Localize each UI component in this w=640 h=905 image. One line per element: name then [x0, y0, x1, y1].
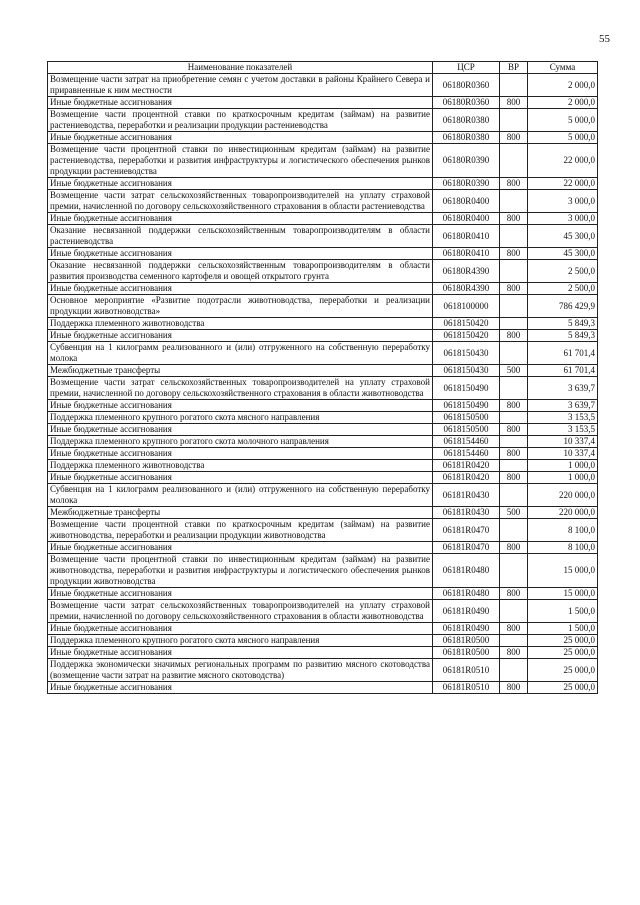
table-row	[48, 623, 598, 635]
cell-sum: 3 000,0	[528, 190, 598, 213]
cell-sum: 220 000,0	[528, 484, 598, 507]
table-row	[48, 448, 598, 460]
cell-csr: 06180R0380	[433, 109, 500, 132]
table-row	[48, 507, 598, 519]
table-header-row	[48, 62, 598, 74]
cell-sum: 3 153,5	[528, 412, 598, 424]
cell-csr: 06181R0430	[433, 484, 500, 507]
cell-sum: 22 000,0	[528, 144, 598, 178]
cell-vr	[500, 460, 528, 472]
table-row	[48, 377, 598, 400]
cell-name: Иные бюджетные ассигнования	[48, 448, 433, 460]
cell-csr: 0618154460	[433, 448, 500, 460]
cell-vr: 800	[500, 97, 528, 109]
cell-vr	[500, 318, 528, 330]
cell-vr	[500, 554, 528, 588]
table-row	[48, 190, 598, 213]
table-row	[48, 144, 598, 178]
cell-name: Субвенция на 1 килограмм реализованного и (или) отгруженного на собственную переработку молока	[48, 342, 433, 365]
cell-sum: 25 000,0	[528, 635, 598, 647]
cell-vr	[500, 144, 528, 178]
cell-name: Иные бюджетные ассигнования	[48, 213, 433, 225]
cell-vr: 800	[500, 623, 528, 635]
cell-csr: 06181R0480	[433, 588, 500, 600]
cell-sum: 25 000,0	[528, 647, 598, 659]
cell-vr: 800	[500, 588, 528, 600]
table-row	[48, 260, 598, 283]
cell-csr: 06181R0510	[433, 682, 500, 694]
cell-name: Поддержка племенного животноводства	[48, 318, 433, 330]
cell-csr: 06180R0380	[433, 132, 500, 144]
table-row	[48, 519, 598, 542]
cell-name: Субвенция на 1 килограмм реализованного и (или) отгруженного на собственную переработку молока	[48, 484, 433, 507]
cell-vr	[500, 519, 528, 542]
cell-sum: 3 639,7	[528, 400, 598, 412]
table-row	[48, 178, 598, 190]
cell-vr: 800	[500, 448, 528, 460]
table-row	[48, 460, 598, 472]
cell-name: Иные бюджетные ассигнования	[48, 472, 433, 484]
table-row	[48, 682, 598, 694]
cell-sum: 25 000,0	[528, 682, 598, 694]
cell-csr: 06181R0420	[433, 472, 500, 484]
cell-vr	[500, 600, 528, 623]
table-row	[48, 318, 598, 330]
cell-name: Возмещение части процентной ставки по инвестиционным кредитам (займам) на развитие животноводства, переработки и развития инфраструктуры и логистического обеспечения рынков продукции животноводства	[48, 554, 433, 588]
cell-csr: 0618154460	[433, 436, 500, 448]
cell-sum: 25 000,0	[528, 659, 598, 682]
cell-sum: 15 000,0	[528, 554, 598, 588]
header-sum: Сумма	[528, 62, 598, 74]
cell-name: Иные бюджетные ассигнования	[48, 97, 433, 109]
cell-name: Поддержка экономически значимых региональных программ по развитию мясного скотоводства (возмещение части затрат на развитие мясного скотоводства)	[48, 659, 433, 682]
cell-vr	[500, 225, 528, 248]
table-row	[48, 213, 598, 225]
table-row	[48, 365, 598, 377]
table-row	[48, 248, 598, 260]
table-row	[48, 554, 598, 588]
table-row	[48, 225, 598, 248]
cell-name: Межбюджетные трансферты	[48, 365, 433, 377]
cell-sum: 5 849,3	[528, 330, 598, 342]
cell-vr: 800	[500, 542, 528, 554]
table-row	[48, 74, 598, 97]
cell-sum: 5 000,0	[528, 109, 598, 132]
cell-sum: 8 100,0	[528, 519, 598, 542]
cell-name: Возмещение части процентной ставки по краткосрочным кредитам (займам) на развитие животноводства, переработки и реализации продукции животноводства	[48, 519, 433, 542]
cell-name: Возмещение части процентной ставки по краткосрочным кредитам (займам) на развитие растениеводства, переработки и реализации продукции растениеводства	[48, 109, 433, 132]
cell-csr: 06180R4390	[433, 260, 500, 283]
cell-vr	[500, 342, 528, 365]
cell-sum: 1 500,0	[528, 600, 598, 623]
cell-sum: 61 701,4	[528, 342, 598, 365]
header-name: Наименование показателей	[48, 62, 433, 74]
table-body	[48, 74, 598, 694]
cell-sum: 1 000,0	[528, 472, 598, 484]
cell-vr: 800	[500, 132, 528, 144]
cell-vr	[500, 74, 528, 97]
table-row	[48, 635, 598, 647]
cell-name: Иные бюджетные ассигнования	[48, 330, 433, 342]
table-row	[48, 132, 598, 144]
table-row	[48, 295, 598, 318]
cell-csr: 06180R0390	[433, 178, 500, 190]
cell-name: Иные бюджетные ассигнования	[48, 588, 433, 600]
cell-vr: 800	[500, 472, 528, 484]
cell-csr: 06181R0510	[433, 659, 500, 682]
table-row	[48, 600, 598, 623]
cell-name: Иные бюджетные ассигнования	[48, 178, 433, 190]
cell-name: Межбюджетные трансферты	[48, 507, 433, 519]
cell-name: Возмещение части затрат сельскохозяйственных товаропроизводителей на уплату страховой премии, начисленной по договору сельскохозяйственного страхования в области растениеводства	[48, 190, 433, 213]
cell-vr: 800	[500, 682, 528, 694]
page-number: 55	[599, 33, 610, 45]
cell-vr: 800	[500, 213, 528, 225]
cell-csr: 06181R0470	[433, 519, 500, 542]
cell-sum: 8 100,0	[528, 542, 598, 554]
cell-sum: 3 639,7	[528, 377, 598, 400]
cell-csr: 0618150430	[433, 365, 500, 377]
cell-csr: 06180R4390	[433, 283, 500, 295]
header-csr: ЦСР	[433, 62, 500, 74]
table-row	[48, 412, 598, 424]
cell-name: Поддержка племенного крупного рогатого скота мясного направления	[48, 412, 433, 424]
cell-csr: 06181R0470	[433, 542, 500, 554]
cell-csr: 06181R0490	[433, 623, 500, 635]
cell-sum: 5 849,3	[528, 318, 598, 330]
cell-name: Поддержка племенного крупного рогатого скота молочного направления	[48, 436, 433, 448]
cell-vr	[500, 295, 528, 318]
cell-sum: 45 300,0	[528, 225, 598, 248]
cell-csr: 06180R0360	[433, 74, 500, 97]
table-row	[48, 342, 598, 365]
cell-name: Поддержка племенного крупного рогатого скота мясного направления	[48, 635, 433, 647]
cell-csr: 06180R0410	[433, 248, 500, 260]
table-row	[48, 330, 598, 342]
cell-sum: 2 000,0	[528, 97, 598, 109]
cell-vr: 800	[500, 330, 528, 342]
cell-sum: 3 000,0	[528, 213, 598, 225]
cell-sum: 1 500,0	[528, 623, 598, 635]
cell-csr: 06180R0390	[433, 144, 500, 178]
cell-csr: 0618150500	[433, 424, 500, 436]
cell-csr: 06180R0400	[433, 213, 500, 225]
table-row	[48, 436, 598, 448]
table-row	[48, 647, 598, 659]
cell-vr	[500, 109, 528, 132]
cell-name: Возмещение части затрат сельскохозяйственных товаропроизводителей на уплату страховой премии, начисленной по договору сельскохозяйственного страхования в области животноводства	[48, 600, 433, 623]
table-row	[48, 588, 598, 600]
cell-csr: 0618150490	[433, 400, 500, 412]
table-row	[48, 659, 598, 682]
cell-csr: 06181R0490	[433, 600, 500, 623]
cell-csr: 06181R0480	[433, 554, 500, 588]
cell-sum: 5 000,0	[528, 132, 598, 144]
cell-sum: 2 500,0	[528, 283, 598, 295]
cell-sum: 22 000,0	[528, 178, 598, 190]
cell-vr: 800	[500, 283, 528, 295]
cell-sum: 10 337,4	[528, 436, 598, 448]
cell-name: Иные бюджетные ассигнования	[48, 542, 433, 554]
cell-name: Иные бюджетные ассигнования	[48, 400, 433, 412]
cell-sum: 10 337,4	[528, 448, 598, 460]
cell-name: Возмещение части затрат сельскохозяйственных товаропроизводителей на уплату страховой премии, начисленной по договору сельскохозяйственного страхования в области животноводства	[48, 377, 433, 400]
cell-sum: 786 429,9	[528, 295, 598, 318]
cell-csr: 0618150420	[433, 318, 500, 330]
table-row	[48, 283, 598, 295]
cell-sum: 1 000,0	[528, 460, 598, 472]
cell-name: Иные бюджетные ассигнования	[48, 682, 433, 694]
cell-vr	[500, 377, 528, 400]
table-row	[48, 542, 598, 554]
cell-name: Иные бюджетные ассигнования	[48, 248, 433, 260]
cell-vr	[500, 190, 528, 213]
cell-vr	[500, 412, 528, 424]
cell-sum: 220 000,0	[528, 507, 598, 519]
cell-vr: 500	[500, 507, 528, 519]
cell-vr: 500	[500, 365, 528, 377]
table-row	[48, 97, 598, 109]
cell-name: Возмещение части процентной ставки по инвестиционным кредитам (займам) на развитие растениеводства, переработки и развития инфраструктуры и логистического обеспечения рынков продукции растениеводства	[48, 144, 433, 178]
cell-name: Иные бюджетные ассигнования	[48, 424, 433, 436]
cell-sum: 3 153,5	[528, 424, 598, 436]
cell-sum: 45 300,0	[528, 248, 598, 260]
table-row	[48, 424, 598, 436]
cell-vr	[500, 635, 528, 647]
cell-vr	[500, 659, 528, 682]
cell-csr: 0618150490	[433, 377, 500, 400]
cell-csr: 06181R0500	[433, 647, 500, 659]
cell-csr: 0618150430	[433, 342, 500, 365]
budget-table	[47, 61, 598, 694]
cell-csr: 06181R0430	[433, 507, 500, 519]
cell-sum: 61 701,4	[528, 365, 598, 377]
cell-name: Иные бюджетные ассигнования	[48, 647, 433, 659]
cell-csr: 0618100000	[433, 295, 500, 318]
table-row	[48, 472, 598, 484]
cell-vr: 800	[500, 647, 528, 659]
table-row	[48, 484, 598, 507]
header-vr: ВР	[500, 62, 528, 74]
cell-name: Оказание несвязанной поддержки сельскохозяйственным товаропроизводителям в области растениеводства	[48, 225, 433, 248]
cell-name: Возмещение части затрат на приобретение семян с учетом доставки в районы Крайнего Севера и приравненные к ним местности	[48, 74, 433, 97]
cell-csr: 06180R0400	[433, 190, 500, 213]
cell-vr: 800	[500, 400, 528, 412]
cell-csr: 06181R0420	[433, 460, 500, 472]
cell-name: Иные бюджетные ассигнования	[48, 283, 433, 295]
cell-csr: 0618150500	[433, 412, 500, 424]
cell-vr	[500, 484, 528, 507]
cell-sum: 15 000,0	[528, 588, 598, 600]
cell-csr: 0618150420	[433, 330, 500, 342]
cell-name: Основное мероприятие «Развитие подотрасли животноводства, переработки и реализации продукции животноводства»	[48, 295, 433, 318]
cell-vr	[500, 436, 528, 448]
cell-vr: 800	[500, 178, 528, 190]
cell-name: Иные бюджетные ассигнования	[48, 132, 433, 144]
cell-name: Иные бюджетные ассигнования	[48, 623, 433, 635]
cell-vr: 800	[500, 424, 528, 436]
cell-vr: 800	[500, 248, 528, 260]
cell-name: Поддержка племенного животноводства	[48, 460, 433, 472]
cell-csr: 06180R0410	[433, 225, 500, 248]
cell-csr: 06180R0360	[433, 97, 500, 109]
cell-csr: 06181R0500	[433, 635, 500, 647]
cell-sum: 2 000,0	[528, 74, 598, 97]
cell-name: Оказание несвязанной поддержки сельскохозяйственным товаропроизводителям в области развития производства семенного картофеля и овощей открытого грунта	[48, 260, 433, 283]
cell-sum: 2 500,0	[528, 260, 598, 283]
table-row	[48, 400, 598, 412]
table-row	[48, 109, 598, 132]
cell-vr	[500, 260, 528, 283]
